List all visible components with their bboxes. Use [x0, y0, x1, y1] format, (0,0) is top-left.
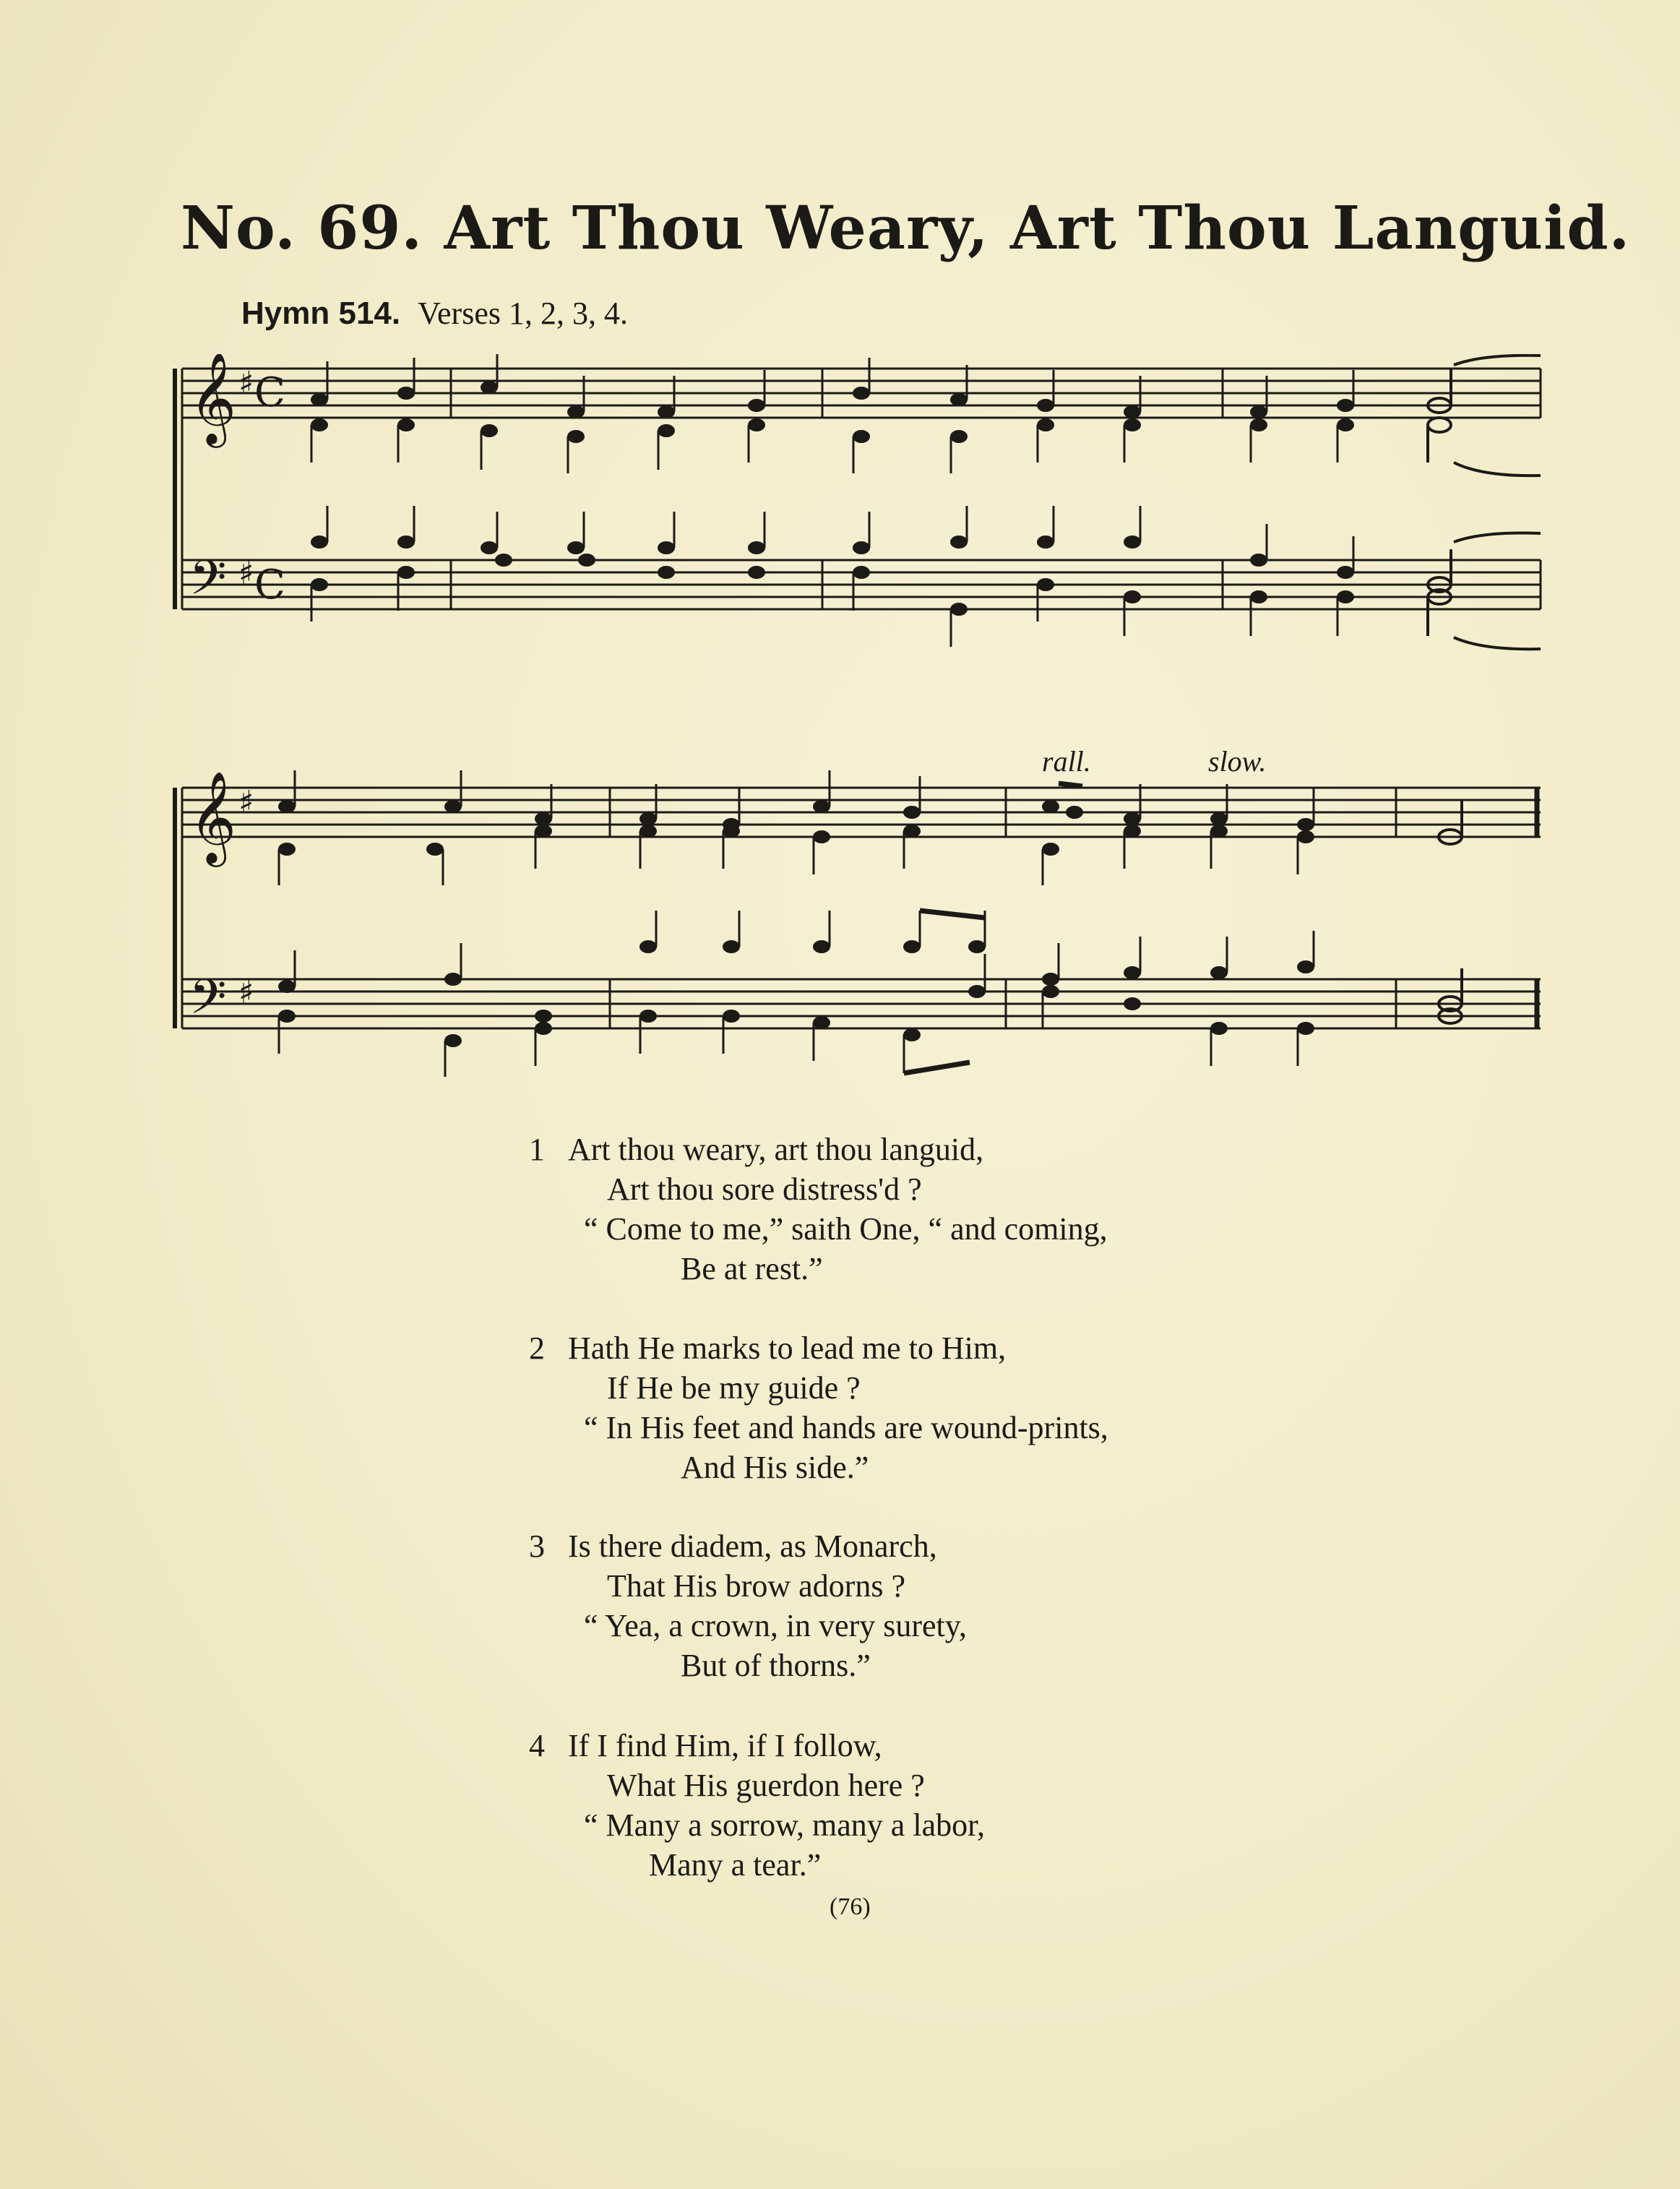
- stanza-line: Is there diadem, as Monarch,: [568, 1528, 937, 1564]
- stanza-line: Hath He marks to lead me to Him,: [568, 1330, 1007, 1366]
- stanza-3: [529, 1526, 967, 1685]
- slow-marking: slow.: [1208, 745, 1267, 778]
- stanza-line: “ Come to me,” saith One, “ and coming,: [584, 1211, 1108, 1247]
- music-notation-system-2: [168, 744, 1548, 1106]
- stanza-line: And His side.”: [681, 1450, 869, 1485]
- stanza-number: 2: [529, 1330, 545, 1366]
- svg-text:♯: ♯: [238, 784, 254, 821]
- svg-text:𝄢: 𝄢: [189, 550, 227, 617]
- stanza-line: If He be my guide ?: [607, 1370, 861, 1406]
- svg-text:C: C: [254, 562, 285, 608]
- svg-text:𝄢: 𝄢: [189, 969, 227, 1036]
- stanza-line: If I find Him, if I follow,: [568, 1728, 882, 1763]
- hymn-reference: [241, 295, 628, 332]
- svg-text:𝄞: 𝄞: [189, 770, 237, 863]
- hymn-number: Hymn 514.: [241, 296, 401, 331]
- music-system-2: [168, 744, 1548, 1106]
- stanza-1: [529, 1130, 1108, 1289]
- svg-text:♯: ♯: [238, 974, 254, 1011]
- stanza-2: [529, 1328, 1108, 1487]
- stanza-number: 3: [529, 1528, 545, 1564]
- hymn-title: No. 69. Art Thou Weary, Art Thou Languid.: [181, 194, 1631, 263]
- stanza-line: That His brow adorns ?: [607, 1568, 906, 1604]
- svg-text:♯: ♯: [238, 365, 254, 402]
- stanza-4: [529, 1726, 985, 1885]
- stanza-number: 4: [529, 1728, 545, 1763]
- music-notation-system-1: [168, 354, 1548, 658]
- svg-text:♯: ♯: [238, 555, 254, 592]
- stanza-line: “ Yea, a crown, in very surety,: [584, 1608, 967, 1643]
- stanza-line: Art thou weary, art thou languid,: [568, 1132, 984, 1167]
- stanza-line: “ In His feet and hands are wound-prints,: [584, 1410, 1108, 1445]
- stanza-line: Many a tear.”: [649, 1847, 822, 1883]
- stanza-line: What His guerdon here ?: [607, 1768, 925, 1803]
- svg-text:C: C: [254, 369, 285, 416]
- svg-text:𝄞: 𝄞: [189, 354, 237, 444]
- stanza-line: Art thou sore distress'd ?: [607, 1171, 922, 1207]
- stanza-line: But of thorns.”: [681, 1648, 871, 1683]
- stanza-number: 1: [529, 1132, 545, 1167]
- rall-marking: rall.: [1042, 745, 1091, 778]
- page-number: (76): [830, 1893, 871, 1920]
- stanza-line: “ Many a sorrow, many a labor,: [584, 1807, 985, 1843]
- stanza-line: Be at rest.”: [681, 1251, 823, 1286]
- music-system-1: [168, 354, 1548, 658]
- verses-reference: Verses 1, 2, 3, 4.: [418, 296, 628, 331]
